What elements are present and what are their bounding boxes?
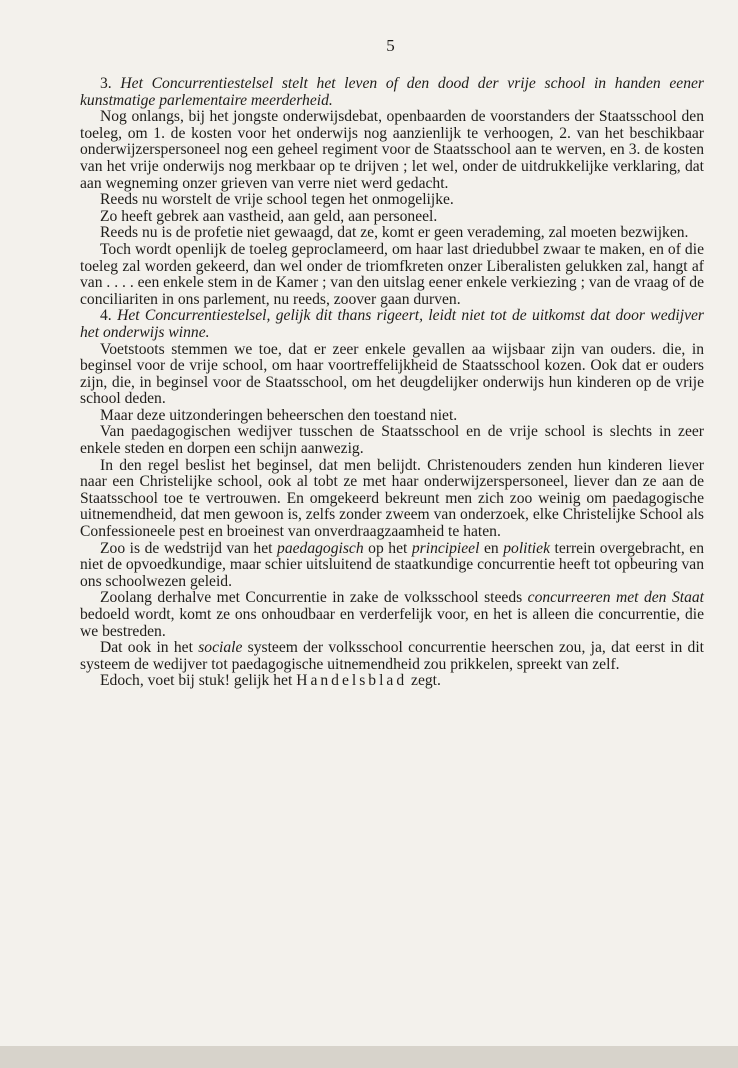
paragraph — [80, 590, 704, 640]
page-number: 5 — [386, 36, 396, 55]
section-title: Het Concurrentiestelsel, gelijk dit thans rigeert, leidt niet tot de uitkomst dat door wedijver het onderwijs winne. — [80, 307, 704, 341]
section-title: Het Concurrentiestelsel stelt het leven of den dood der vrije school in handen eener kunstmatige parlementaire meerderheid. — [80, 75, 704, 109]
emphasis: concurreeren met den Staat — [527, 589, 705, 607]
emphasis: principieel — [411, 539, 480, 557]
emphasis: sociale — [198, 639, 243, 657]
page-bottom-edge — [0, 1046, 738, 1068]
text-run: en — [479, 539, 504, 557]
text-run: Edoch, voet bij stuk! gelijk het — [100, 672, 297, 690]
paragraph: Nog onlangs, bij het jongste onderwijsdebat, openbaarden de voorstanders der Staatsschool den toeleg, om 1. de kosten voor het onderwijs nog aanzienlijk te verhoogen, 2. van het beschikbaar onderwijzerspersoneel nog een geheel regiment voor de Staatsschool aan te werven, en 3. de kosten van het vrije onderwijs nog merkbaar op te drijven ; let wel, onder de uitdrukkelijke verklaring, dat aan wegneming onzer grieven van verre niet werd gedacht. — [80, 108, 704, 192]
paragraph: Maar deze uitzonderingen beheerschen den toestand niet. — [100, 406, 458, 424]
paragraph — [80, 640, 704, 673]
paragraph: Reeds nu is de profetie niet gewaagd, dat ze, komt er geen verademing, zal moeten bezwijken. — [100, 224, 689, 242]
text-run: zegt. — [407, 672, 441, 690]
text-run: terrein overgebracht, en niet de opvoedkundige, maar schier uitsluitend de staatkundige concurrentie heeft tot opbeuring van ons schoolwezen geleid. — [80, 539, 704, 590]
body-text — [80, 76, 704, 690]
section-heading-4 — [80, 308, 704, 341]
text-run: op het — [363, 539, 412, 557]
section-number: 4. — [100, 307, 112, 325]
text-run: Dat ook in het — [100, 639, 199, 657]
paragraph: Reeds nu worstelt de vrije school tegen het onmogelijke. — [100, 191, 454, 209]
paragraph: Voetstoots stemmen we toe, dat er zeer enkele gevallen aa wijsbaar zijn van ouders. die, in beginsel voor de vrije school, om haar voortreffelijkheid de Staatsschool kozen. Ook dat er ouders zijn, die, in beginsel voor de Staatsschool, om het deugdelijker onderwijs hun kinderen op de vrije school deden. — [80, 340, 704, 408]
emphasis: politiek — [503, 539, 550, 557]
paragraph: In den regel beslist het beginsel, dat men belijdt. Christenouders zenden hun kinderen liever naar een Christelijke school, ook al tobt ze met haar onderwijzerspersoneel, liever dan ze aan de Staatsschool toe te vertrouwen. En omgekeerd bekreunt men zich zoo weinig om paedagogische uitnemendheid, dat men gewoon is, zelfs zonder zweem van onderzoek, elke Christelijke School als Confessioneele pest en broeinest van onverdraagzaamheid te haten. — [80, 456, 704, 541]
text-run: Zoolang derhalve met Concurrentie in zake de volksschool steeds — [100, 589, 528, 607]
paragraph: Toch wordt openlijk de toeleg geproclameerd, om haar last driedubbel zwaar te maken, en of die toeleg zal worden gekeerd, dan wel onder de triomfkreten onzer Liberalisten gelukken zal, hangt af van . . . . een enkele stem in de Kamer ; van den uitslag eener enkele verkiezing ; van de vraag of de conciliariten in ons parlement, nu reeds, zoover gaan durven. — [80, 240, 704, 308]
section-number: 3. — [100, 75, 112, 92]
paragraph: Van paedagogischen wedijver tusschen de Staatsschool en de vrije school is slechts in zeer enkele steden en dorpen een schijn aanwezig. — [80, 423, 704, 458]
spaced-text: Handelsblad — [296, 672, 408, 690]
text-run: bedoeld wordt, komt ze ons onhoudbaar en verderfelijk voor, en het is alleen die concurrentie, die we bestreden. — [80, 606, 704, 640]
emphasis: paedagogisch — [277, 539, 364, 557]
paragraph — [80, 541, 704, 591]
paragraph: Zo heeft gebrek aan vastheid, aan geld, aan personeel. — [100, 207, 438, 225]
text-run: systeem der volksschool concurrentie heerschen zou, ja, dat eerst in dit systeem de wedijver tot paedagogische uitnemendheid zou prikkelen, spreekt van zelf. — [80, 639, 704, 673]
paragraph — [80, 673, 704, 690]
text-run: Zoo is de wedstrijd van het — [100, 539, 278, 557]
section-heading-3 — [80, 76, 704, 109]
